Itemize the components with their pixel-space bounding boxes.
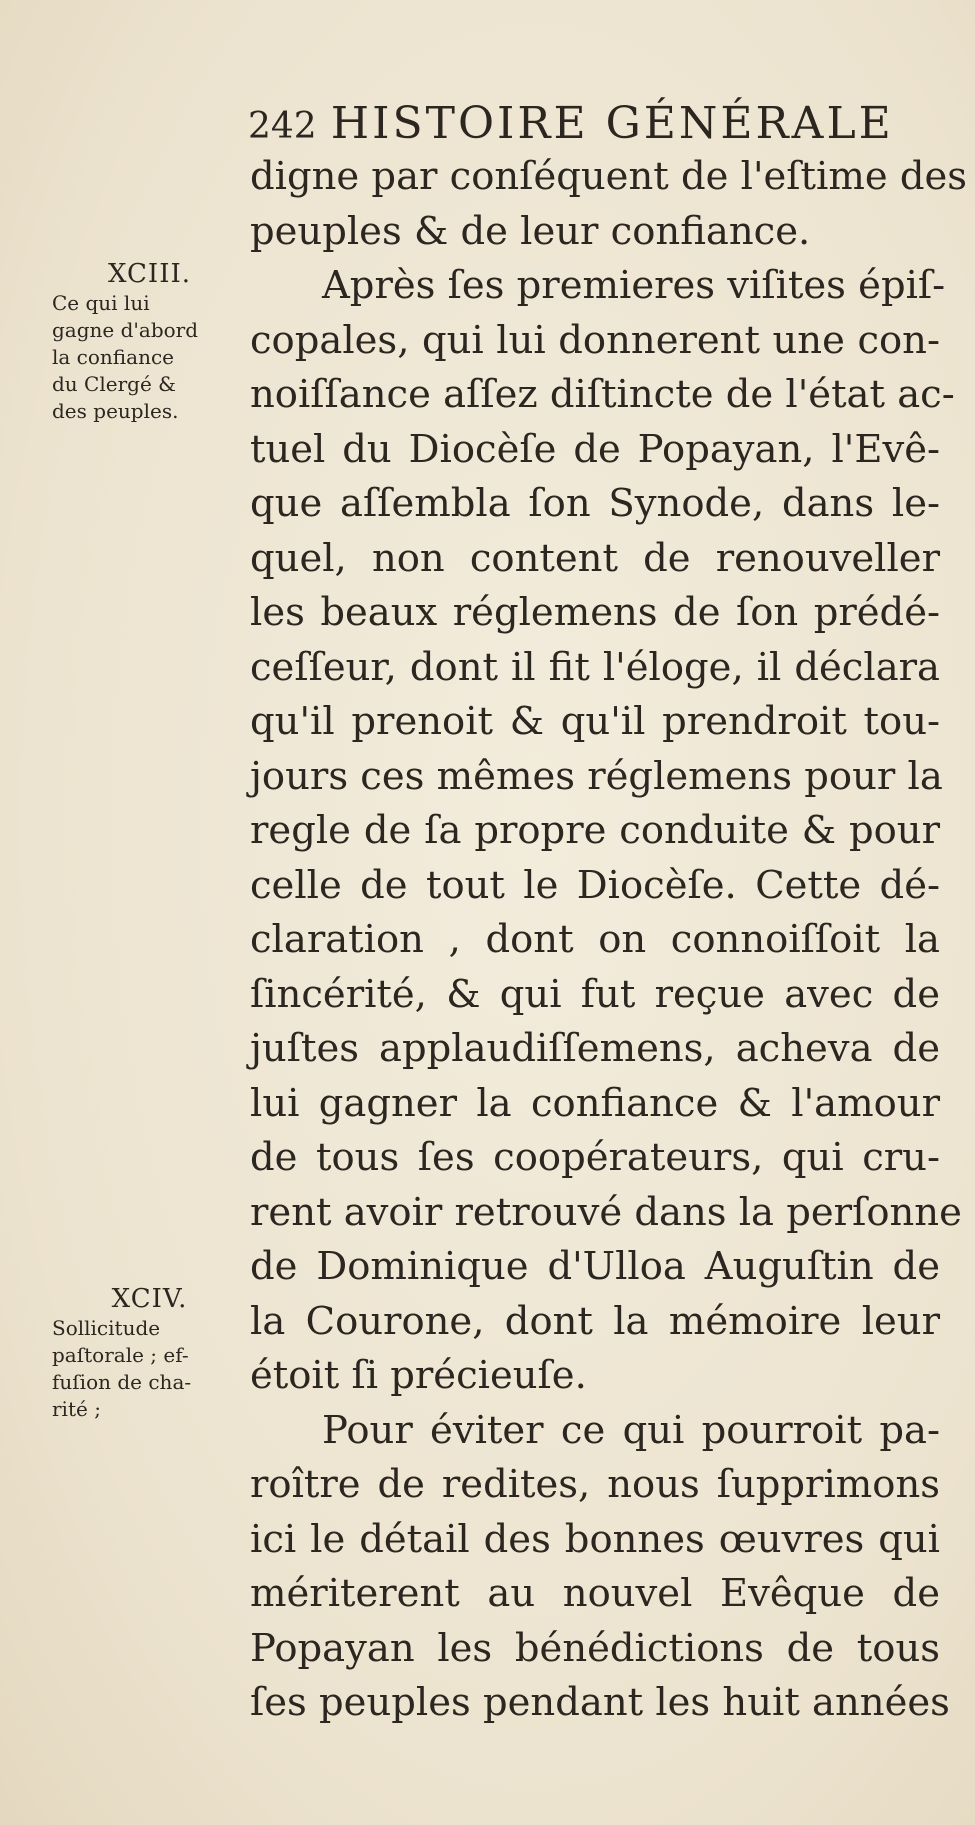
- paragraph-start-line: Pour éviter ce qui pourroit pa-: [322, 1407, 940, 1453]
- text-line: copales, qui lui donnerent une con-: [250, 317, 940, 363]
- text-line: peuples & de leur confiance.: [250, 208, 811, 254]
- running-header: [248, 96, 948, 155]
- text-line: ici le détail des bonnes œuvres qui: [250, 1516, 940, 1562]
- margin-note-93: [52, 258, 247, 425]
- text-line: que aſſembla ſon Synode, dans le-: [250, 481, 940, 526]
- text-line: de Dominique d'Ulloa Auguſtin de: [250, 1244, 940, 1289]
- margin-note-line: rité ;: [52, 1397, 101, 1421]
- text-line: mériterent au nouvel Evêque de: [250, 1571, 940, 1616]
- page-number: 242: [248, 106, 317, 147]
- text-line: ſes peuples pendant les huit années: [250, 1680, 950, 1725]
- margin-note-line: fuſion de cha-: [52, 1370, 192, 1394]
- text-line: les beaux réglemens de ſon prédé-: [250, 590, 940, 635]
- text-line: Popayan les bénédictions de tous: [250, 1625, 940, 1671]
- margin-note-line: Sollicitude: [52, 1316, 161, 1340]
- section-number: XCIV.: [111, 1284, 188, 1314]
- text-line: de tous ſes coopérateurs, qui cru-: [250, 1135, 940, 1180]
- text-line: la Courone, dont la mémoire leur: [250, 1298, 940, 1344]
- text-line: rent avoir retrouvé dans la perſonne: [250, 1189, 962, 1235]
- text-line: ceſſeur, dont il fit l'éloge, il déclara: [250, 644, 940, 690]
- text-line: jours ces mêmes réglemens pour la: [250, 753, 943, 799]
- body-text: [250, 150, 968, 1731]
- text-line: quel, non content de renouveller: [250, 535, 940, 581]
- text-line: noiſſance aſſez diſtincte de l'état ac-: [250, 372, 955, 417]
- text-line: roître de redites, nous ſupprimons: [250, 1462, 940, 1507]
- text-line: ſincérité, & qui fut reçue avec de: [250, 971, 940, 1017]
- margin-note-94: [52, 1283, 247, 1423]
- text-line: digne par conſéquent de l'eſtime des: [250, 154, 968, 199]
- paragraph-start-line: Après ſes premieres viſites épiſ-: [322, 263, 946, 308]
- running-title: HISTOIRE GÉNÉRALE: [330, 98, 894, 149]
- margin-note-line: gagne d'abord: [52, 318, 199, 342]
- section-number: XCIII.: [107, 259, 192, 289]
- text-line: qu'il prenoit & qu'il prendroit tou-: [250, 699, 940, 744]
- text-line: claration , dont on connoiſſoit la: [250, 917, 940, 962]
- text-line: regle de ſa propre conduite & pour: [250, 808, 940, 853]
- text-line: juſtes applaudiſſemens, acheva de: [250, 1026, 940, 1071]
- text-line: lui gagner la confiance & l'amour: [250, 1080, 940, 1126]
- text-line: étoit ſi précieuſe.: [250, 1353, 587, 1398]
- margin-note-line: paſtorale ; ef-: [52, 1343, 189, 1367]
- margin-note-line: du Clergé &: [52, 372, 176, 396]
- text-line: celle de tout le Diocèſe. Cette dé-: [250, 862, 940, 908]
- margin-note-line: Ce qui lui: [52, 291, 150, 315]
- text-line: tuel du Diocèſe de Popayan, l'Evê-: [250, 426, 940, 472]
- margin-note-line: des peuples.: [52, 399, 179, 423]
- margin-note-line: la confiance: [52, 345, 174, 369]
